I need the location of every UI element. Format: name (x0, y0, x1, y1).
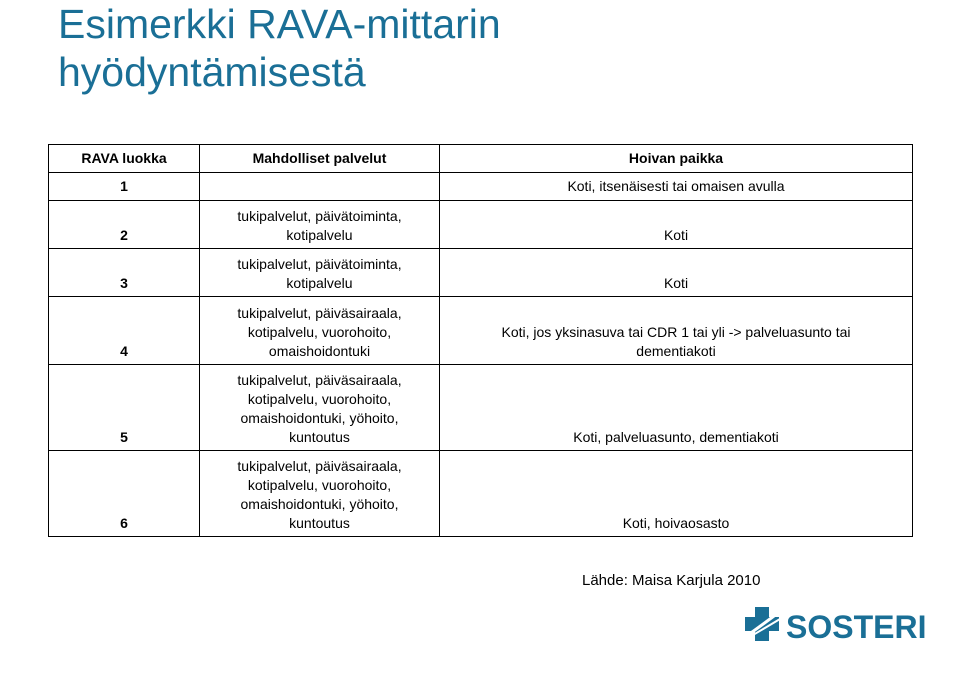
care-place-cell (440, 249, 913, 297)
care-place-cell (440, 173, 913, 201)
services-line: kotipalvelu (286, 275, 353, 291)
rava-class-cell: 1 (49, 173, 200, 201)
services-line: tukipalvelut, päiväsairaala, (237, 458, 402, 474)
table-row (49, 201, 913, 249)
care-place-line: Koti (663, 275, 689, 291)
care-place-line: Koti, palveluasunto, dementiakoti (573, 429, 779, 445)
care-place-line: Koti, hoivaosasto (622, 515, 730, 531)
services-line: omaishoidontuki, yöhoito, (240, 496, 399, 512)
services-line: tukipalvelut, päiväsairaala, (237, 305, 402, 321)
rava-class-cell: 6 (49, 451, 200, 537)
health-cross-icon (745, 607, 780, 641)
services-line: kotipalvelu, vuorohoito, (247, 477, 392, 493)
services-line: tukipalvelut, päiväsairaala, (237, 372, 402, 388)
care-place-cell (440, 201, 913, 249)
rava-class-cell: 4 (49, 297, 200, 365)
services-line: kotipalvelu (286, 227, 353, 243)
page-title-line-1: Esimerkki RAVA-mittarin (58, 1, 501, 47)
rava-table (48, 144, 913, 537)
source-citation: Lähde: Maisa Karjula 2010 (582, 572, 761, 589)
header-rava-luokka: RAVA luokka (49, 145, 200, 173)
services-cell (200, 173, 440, 201)
table-row (49, 249, 913, 297)
rava-class-cell: 5 (49, 365, 200, 451)
header-mahdolliset-palvelut: Mahdolliset palvelut (200, 145, 440, 173)
care-place-line: Koti, jos yksinasuva tai CDR 1 tai yli -> palveluasunto tai (501, 324, 851, 340)
sosteri-logo (742, 605, 932, 645)
services-line: omaishoidontuki (268, 343, 371, 359)
care-place-cell (440, 365, 913, 451)
table-row (49, 451, 913, 537)
services-cell (200, 451, 440, 537)
table-header-row (49, 145, 913, 173)
rava-class-cell: 2 (49, 201, 200, 249)
page-title-line-2: hyödyntämisestä (58, 49, 366, 95)
care-place-cell (440, 297, 913, 365)
services-line: kuntoutus (289, 515, 350, 531)
services-line: kuntoutus (289, 429, 350, 445)
services-cell (200, 249, 440, 297)
services-cell (200, 201, 440, 249)
page-title (58, 0, 938, 96)
services-line: tukipalvelut, päivätoiminta, (237, 256, 402, 272)
services-cell (200, 365, 440, 451)
table-row (49, 297, 913, 365)
services-line: kotipalvelu, vuorohoito, (247, 391, 392, 407)
services-line: tukipalvelut, päivätoiminta, (237, 208, 402, 224)
header-hoivan-paikka: Hoivan paikka (440, 145, 913, 173)
table-row (49, 365, 913, 451)
services-line: kotipalvelu, vuorohoito, (247, 324, 392, 340)
table-row (49, 173, 913, 201)
logo-wordmark: SOSTERI (786, 609, 927, 645)
care-place-cell (440, 451, 913, 537)
rava-class-cell: 3 (49, 249, 200, 297)
care-place-line: Koti, itsenäisesti tai omaisen avulla (567, 177, 785, 194)
care-place-line: Koti (663, 227, 689, 243)
care-place-line: dementiakoti (636, 343, 716, 359)
services-line: omaishoidontuki, yöhoito, (240, 410, 399, 426)
services-cell (200, 297, 440, 365)
